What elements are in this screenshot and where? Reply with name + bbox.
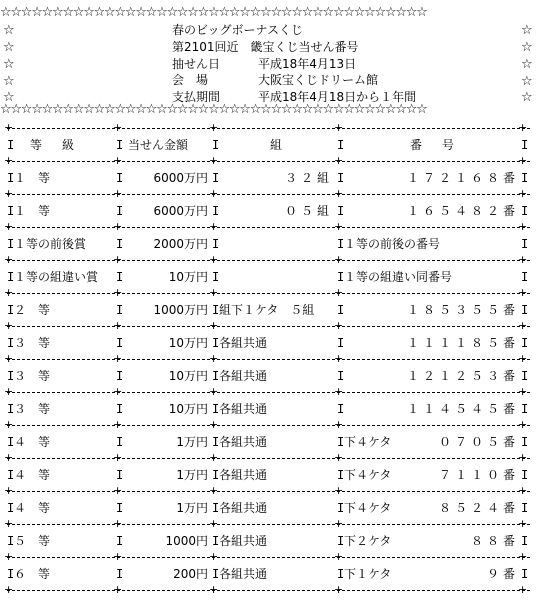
rule-plus: + [334,385,344,398]
column-header-number: 番 号 [410,138,459,152]
prize-group: 各組共通 [219,501,268,515]
number-prefix: 下４ケタ [344,435,392,449]
prize-amount: 6000万円 [153,204,208,218]
column-separator: I [7,369,15,383]
prize-grade: ３ 等 [14,336,51,350]
column-separator: I [337,501,345,515]
column-separator: I [7,237,15,251]
column-separator: I [337,171,345,185]
rule-plus: + [518,583,528,596]
winning-number: １８５３５５番 [406,303,519,317]
column-header-amount: 当せん金額 [128,138,189,152]
star-left-3: ☆ [3,57,15,72]
column-separator: I [521,567,529,581]
star-right-3: ☆ [521,57,533,72]
column-separator: I [337,402,345,416]
star-right-2: ☆ [521,40,533,55]
number-prefix: 下４ケタ [344,468,392,482]
column-separator: I [7,435,15,449]
column-separator: I [116,303,124,317]
rule-plus: + [113,451,123,464]
rule-plus: + [4,121,14,134]
star-right-1: ☆ [521,23,533,38]
column-separator: I [521,303,529,317]
prize-group: 各組共通 [219,567,268,581]
column-separator: I [337,468,345,482]
rule-plus: + [113,319,123,332]
column-separator: I [337,138,345,152]
column-separator: I [7,567,15,581]
rule-plus: + [113,385,123,398]
prize-group: 各組共通 [219,435,268,449]
rule-plus: + [518,385,528,398]
rule-plus: + [209,418,219,431]
column-header-grade: 等 級 [30,138,79,152]
number-prefix: 下１ケタ [344,567,392,581]
rule-plus: + [518,286,528,299]
column-separator: I [7,270,15,284]
rule-plus: + [113,517,123,530]
rule-plus: + [113,121,123,134]
prize-group: ３２組 [284,171,333,185]
winning-number: ７１１０番 [438,468,519,482]
rule-plus: + [334,550,344,563]
rule-plus: + [334,484,344,497]
rule-plus: + [209,253,219,266]
column-separator: I [521,369,529,383]
rule-plus: + [334,220,344,233]
rule-plus: + [4,319,14,332]
column-separator: I [116,204,124,218]
rule-plus: + [113,352,123,365]
rule-plus: + [209,319,219,332]
prize-group: ０５組 [284,204,333,218]
column-header-group: 組 [270,138,283,152]
rule-plus: + [209,187,219,200]
rule-plus: + [4,352,14,365]
table-rule [7,524,530,525]
winning-number: ８５２４番 [438,501,519,515]
rule-plus: + [209,220,219,233]
prize-amount: 10万円 [168,402,208,416]
prize-amount: 1万円 [176,468,208,482]
table-rule [7,590,530,591]
prize-group: 各組共通 [219,468,268,482]
column-separator: I [116,138,124,152]
prize-grade: １ 等 [14,171,51,185]
column-separator: I [7,501,15,515]
prize-amount: 1000円 [165,534,208,548]
column-separator: I [212,435,220,449]
column-separator: I [212,237,220,251]
column-separator: I [521,336,529,350]
column-separator: I [337,435,345,449]
rule-plus: + [518,517,528,530]
prize-grade: ４ 等 [14,501,51,515]
column-separator: I [337,369,345,383]
column-separator: I [337,303,345,317]
table-rule [7,491,530,492]
rule-plus: + [518,154,528,167]
column-separator: I [337,237,345,251]
column-separator: I [212,138,220,152]
star-border-bottom: ☆☆☆☆☆☆☆☆☆☆☆☆☆☆☆☆☆☆☆☆☆☆☆☆☆☆☆☆☆☆☆☆☆☆☆☆☆☆☆☆☆ [0,103,427,117]
prize-amount: 10万円 [168,270,208,284]
prize-amount: 10万円 [168,369,208,383]
column-separator: I [7,204,15,218]
rule-plus: + [4,154,14,167]
payout-period-value: 平成18年4月18日から１年間 [258,90,417,104]
venue-label: 会 場 [172,73,209,87]
rule-plus: + [4,451,14,464]
rule-plus: + [518,451,528,464]
column-separator: I [212,204,220,218]
rule-plus: + [209,484,219,497]
rule-plus: + [4,550,14,563]
column-separator: I [116,369,124,383]
rule-plus: + [334,187,344,200]
star-left-4: ☆ [3,74,15,89]
rule-plus: + [4,253,14,266]
column-separator: I [212,171,220,185]
column-separator: I [337,270,345,284]
winning-number: １等の前後の番号 [344,237,441,251]
round-title: 第2101回近 畿宝くじ当せん番号 [172,40,359,54]
rule-plus: + [334,418,344,431]
draw-date-value: 平成18年4月13日 [258,57,357,71]
column-separator: I [7,336,15,350]
prize-grade: １ 等 [14,204,51,218]
rule-plus: + [518,352,528,365]
winning-number: １１４５４５番 [406,402,519,416]
star-left-1: ☆ [3,23,15,38]
prize-group: 組下１ケタ ５組 [219,303,315,317]
rule-plus: + [4,220,14,233]
column-separator: I [212,501,220,515]
winning-number: ９番 [486,567,519,581]
table-rule [7,326,530,327]
column-separator: I [521,171,529,185]
rule-plus: + [334,451,344,464]
rule-plus: + [209,583,219,596]
rule-plus: + [209,121,219,134]
rule-plus: + [113,253,123,266]
rule-plus: + [209,286,219,299]
column-separator: I [116,534,124,548]
column-separator: I [212,402,220,416]
rule-plus: + [518,550,528,563]
column-separator: I [212,369,220,383]
rule-plus: + [334,154,344,167]
rule-plus: + [209,451,219,464]
table-rule [7,557,530,558]
star-border-top: ☆☆☆☆☆☆☆☆☆☆☆☆☆☆☆☆☆☆☆☆☆☆☆☆☆☆☆☆☆☆☆☆☆☆☆☆☆☆☆☆☆ [0,6,427,20]
column-separator: I [7,468,15,482]
table-rule [7,458,530,459]
column-separator: I [521,402,529,416]
prize-grade: ４ 等 [14,468,51,482]
column-separator: I [337,567,345,581]
column-separator: I [116,435,124,449]
rule-plus: + [209,385,219,398]
star-left-5: ☆ [3,90,15,105]
column-separator: I [7,138,15,152]
column-separator: I [116,402,124,416]
rule-plus: + [334,253,344,266]
prize-amount: 10万円 [168,336,208,350]
rule-plus: + [113,220,123,233]
prize-grade: ４ 等 [14,435,51,449]
prize-group: 各組共通 [219,369,268,383]
column-separator: I [212,534,220,548]
winning-number: ０７０５番 [438,435,519,449]
column-separator: I [116,501,124,515]
prize-grade: １等の前後賞 [14,237,87,251]
star-left-2: ☆ [3,40,15,55]
rule-plus: + [334,319,344,332]
number-prefix: 下２ケタ [344,534,392,548]
rule-plus: + [4,286,14,299]
rule-plus: + [209,154,219,167]
prize-grade: １等の組違い賞 [14,270,99,284]
prize-group: 各組共通 [219,534,268,548]
rule-plus: + [518,319,528,332]
rule-plus: + [4,385,14,398]
rule-plus: + [334,583,344,596]
rule-plus: + [113,484,123,497]
prize-grade: ２ 等 [14,303,51,317]
prize-grade: ３ 等 [14,369,51,383]
column-separator: I [521,237,529,251]
rule-plus: + [518,253,528,266]
rule-plus: + [334,352,344,365]
table-rule [7,194,530,195]
table-rule [7,128,530,129]
column-separator: I [337,204,345,218]
rule-plus: + [334,286,344,299]
column-separator: I [116,336,124,350]
winning-number: １１１１８５番 [406,336,519,350]
draw-date-label: 抽せん日 [172,57,221,71]
prize-grade: ６ 等 [14,567,51,581]
column-separator: I [116,567,124,581]
rule-plus: + [113,550,123,563]
table-rule [7,293,530,294]
winning-number: １２１２５３番 [406,369,519,383]
column-separator: I [212,270,220,284]
column-separator: I [116,171,124,185]
prize-amount: 1000万円 [153,303,208,317]
prize-amount: 1万円 [176,435,208,449]
rule-plus: + [4,187,14,200]
rule-plus: + [518,418,528,431]
winning-number: １６５４８２番 [406,204,519,218]
rule-plus: + [334,121,344,134]
venue-value: 大阪宝くじドリーム館 [258,73,379,87]
rule-plus: + [209,550,219,563]
prize-amount: 200円 [173,567,208,581]
column-separator: I [521,204,529,218]
table-rule [7,161,530,162]
rule-plus: + [518,484,528,497]
rule-plus: + [4,418,14,431]
column-separator: I [521,501,529,515]
column-separator: I [7,402,15,416]
star-right-5: ☆ [521,90,533,105]
table-rule [7,227,530,228]
table-rule [7,359,530,360]
column-separator: I [7,171,15,185]
column-separator: I [7,534,15,548]
rule-plus: + [113,286,123,299]
column-separator: I [337,336,345,350]
payout-period-label: 支払期間 [172,90,221,104]
column-separator: I [521,534,529,548]
prize-grade: ５ 等 [14,534,51,548]
column-separator: I [212,336,220,350]
winning-number: １７２１６８番 [406,171,519,185]
column-separator: I [521,435,529,449]
column-separator: I [212,567,220,581]
column-separator: I [212,468,220,482]
rule-plus: + [209,517,219,530]
table-rule [7,425,530,426]
table-rule [7,260,530,261]
prize-grade: ３ 等 [14,402,51,416]
column-separator: I [116,270,124,284]
prize-amount: 1万円 [176,501,208,515]
prize-group: 各組共通 [219,336,268,350]
prize-amount: 2000万円 [153,237,208,251]
number-prefix: 下４ケタ [344,501,392,515]
column-separator: I [521,468,529,482]
rule-plus: + [334,517,344,530]
prize-group: 各組共通 [219,402,268,416]
rule-plus: + [113,187,123,200]
rule-plus: + [518,220,528,233]
prize-amount: 6000万円 [153,171,208,185]
rule-plus: + [113,154,123,167]
rule-plus: + [518,121,528,134]
column-separator: I [116,237,124,251]
rule-plus: + [4,484,14,497]
rule-plus: + [209,352,219,365]
winning-number: ８８番 [470,534,519,548]
winning-number: １等の組違い同番号 [344,270,453,284]
rule-plus: + [518,187,528,200]
star-right-4: ☆ [521,74,533,89]
table-rule [7,392,530,393]
column-separator: I [7,303,15,317]
column-separator: I [337,534,345,548]
column-separator: I [212,303,220,317]
rule-plus: + [113,583,123,596]
rule-plus: + [113,418,123,431]
rule-plus: + [4,583,14,596]
rule-plus: + [4,517,14,530]
column-separator: I [521,270,529,284]
column-separator: I [116,468,124,482]
lottery-title: 春のビッグボーナスくじ [172,23,304,37]
column-separator: I [521,138,529,152]
